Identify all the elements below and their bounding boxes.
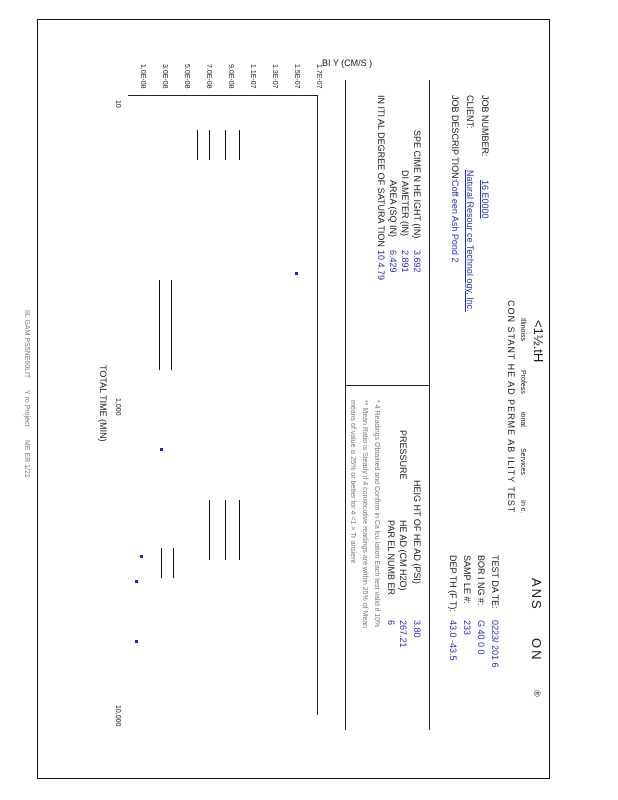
- x-tick-1: 10: [114, 100, 121, 108]
- y-tick-7: 5.0E-08: [183, 64, 190, 89]
- data-bar: [197, 130, 198, 160]
- pressure-label: PRESSURE: [398, 430, 408, 480]
- data-bar: [161, 548, 162, 578]
- page-title: CON STANT HE AD PERME AB ILITY TEST: [506, 300, 516, 514]
- boring-value: G 40 0 0: [476, 620, 486, 655]
- company-logo: <1½.tH: [531, 320, 546, 363]
- y-tick-6: 7.0E-08: [205, 64, 212, 89]
- note-1: * 4 Readings Obtained and Confirm in Ca lcu lation Each test valid if 10%: [373, 400, 380, 628]
- data-bar: [159, 280, 160, 370]
- sample-label: SAMP LE #:: [462, 555, 472, 604]
- footer-left: IIL GAM PS5NE60LIT: [23, 310, 30, 379]
- panel-number-value: 6: [386, 620, 396, 626]
- data-point: [160, 448, 163, 451]
- client-value: Natural Resour ce Technol ogy, Inc.: [465, 170, 475, 312]
- data-point: [135, 640, 138, 643]
- note-3: means of value is 25% or better for 4 <1 > Tr ansient: [349, 400, 356, 564]
- data-point: [295, 272, 298, 275]
- diameter-value: 2.891: [400, 250, 410, 273]
- footer-mid: Y ro Project: [23, 390, 30, 427]
- area-value: 6.429: [388, 250, 398, 273]
- company-sub-4: Services: [519, 448, 526, 475]
- data-point: [135, 580, 138, 583]
- depth-label: DEP TH (F T):: [448, 555, 458, 613]
- data-bar: [173, 548, 174, 578]
- y-tick-5: 9.0E-08: [227, 64, 234, 89]
- y-tick-9: 1.0E-08: [139, 64, 146, 89]
- divider-mid: [345, 80, 346, 730]
- company-name-1: ANS: [529, 578, 544, 611]
- y-tick-4: 1.1E-07: [249, 64, 256, 89]
- saturation-label: IN ITI AL DEGREE OF SATURA TION: [376, 95, 386, 247]
- data-bar: [225, 500, 226, 560]
- height-of-head-value: 3.80: [412, 620, 422, 638]
- diameter-label: DI AMETER (IN): [400, 170, 410, 237]
- head-cm-label: HE AD (CM H2O): [398, 520, 408, 591]
- chart-top-axis: [317, 95, 318, 715]
- divider-vert: [346, 385, 430, 386]
- sample-value: 233: [462, 620, 472, 636]
- depth-value: 43.0 -43.5: [448, 620, 458, 661]
- client-label: CLIENT:: [465, 95, 475, 129]
- note-2: ** Mean Ratio is Steady if 4 consecutive readings are within 25% of Mean: [361, 400, 368, 629]
- test-date-label: TEST DA TE:: [490, 555, 500, 609]
- job-number-value: 16 E0000: [480, 180, 490, 219]
- saturation-value: 10 4.79: [376, 250, 386, 281]
- test-date-value: 0223/ 201 6: [490, 620, 500, 668]
- data-bar: [171, 280, 172, 370]
- boring-label: BOR I NG #:: [476, 555, 486, 606]
- data-bar: [209, 130, 210, 160]
- panel-number-label: PAR EL NUMB ER: [386, 520, 396, 596]
- x-tick-2: 1,000: [114, 398, 121, 416]
- divider-top: [429, 80, 430, 730]
- data-bar: [239, 500, 240, 560]
- company-sub-2: Profess: [519, 370, 526, 394]
- specimen-height-label: SPE CIME N HE IGHT (IN): [412, 130, 422, 239]
- y-tick-3: 1.3E-07: [271, 64, 278, 89]
- footer-right: ME ER 1/21: [23, 440, 30, 478]
- company-name-2: ON: [529, 638, 544, 662]
- registered-mark: ®: [532, 690, 542, 697]
- y-axis-label: BI Y (CM/S ): [322, 58, 373, 68]
- x-axis-label: TOTAL TIME (MIN): [98, 365, 108, 442]
- chart-left-axis: [128, 95, 318, 96]
- data-point: [140, 555, 143, 558]
- specimen-height-value: 3.692: [412, 250, 422, 273]
- company-sub-3: ional: [519, 412, 526, 427]
- area-label: AREA (SQ IN): [388, 180, 398, 238]
- y-tick-1: 1.7E-07: [315, 64, 322, 89]
- data-bar: [209, 500, 210, 560]
- height-of-head-label: HEIG HT OF HE AD (PSI): [412, 480, 422, 584]
- x-tick-3: 10,000: [114, 705, 121, 727]
- company-sub-5: In c.: [519, 500, 526, 514]
- y-tick-2: 1.5E-07: [293, 64, 300, 89]
- head-cm-value: 267.21: [398, 620, 408, 648]
- company-sub-1: Illinoiss: [519, 318, 526, 341]
- data-bar: [225, 130, 226, 160]
- job-description-value: Coff een Ash Pond 2: [450, 180, 460, 263]
- job-number-label: JOB NUMBER:: [480, 95, 490, 157]
- y-tick-8: 3.0E-08: [161, 64, 168, 89]
- data-bar: [239, 130, 240, 160]
- job-description-label: JOB DESCRIP TION:: [450, 95, 460, 182]
